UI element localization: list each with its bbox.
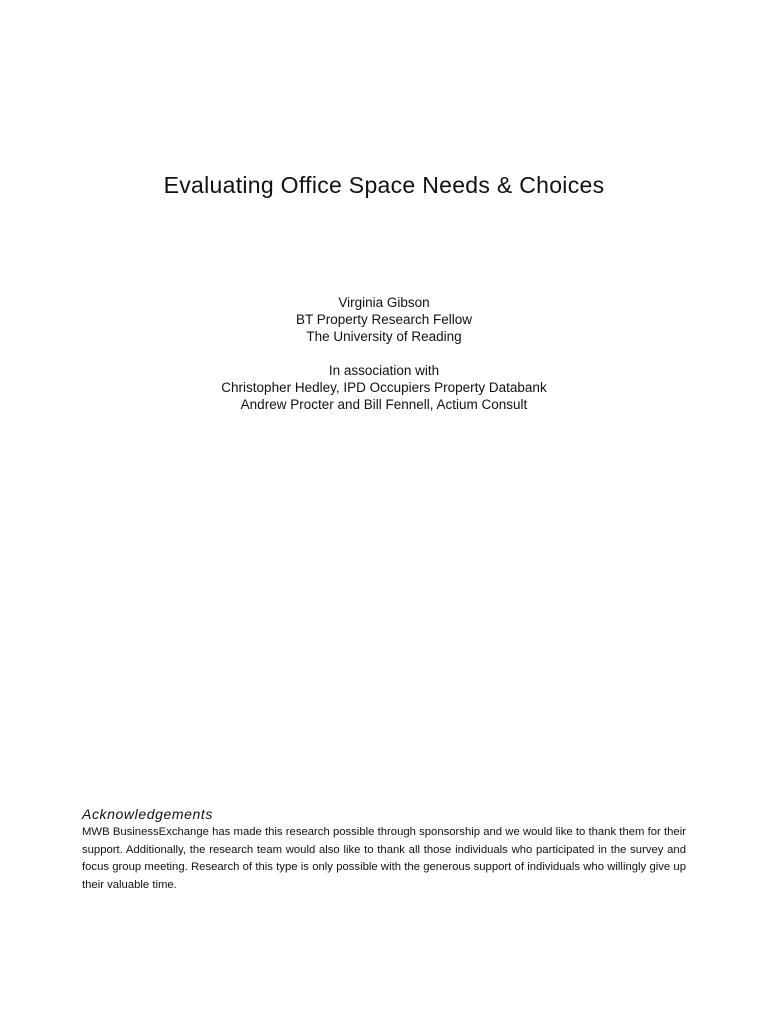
author-block (0, 294, 768, 413)
acknowledgements-heading: Acknowledgements (82, 806, 213, 822)
document-title: Evaluating Office Space Needs & Choices (163, 172, 605, 198)
author-position: BT Property Research Fellow (295, 312, 473, 327)
acknowledgements-body: MWB BusinessExchange has made this research possible through sponsorship and we would like to thank them for their support. Additionally, the research team would also like to thank all those individuals who participated in the survey and focus group meeting. Research of this type is only possible with the generous support of individuals who willingly give up their valuable time. (82, 826, 686, 891)
association-partner: Andrew Procter and Bill Fennell, Actium Consult (240, 397, 528, 412)
author-institution: The University of Reading (306, 329, 462, 344)
association-intro: In association with (328, 363, 440, 378)
association-partner: Christopher Hedley, IPD Occupiers Property Databank (221, 380, 547, 395)
acknowledgements-section (82, 806, 686, 894)
spacer (0, 345, 768, 362)
author-name: Virginia Gibson (338, 295, 430, 310)
